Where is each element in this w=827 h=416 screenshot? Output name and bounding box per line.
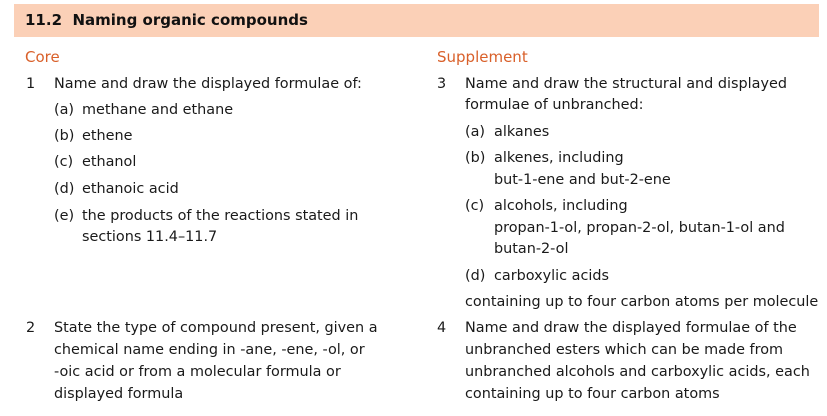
item-3-footer: containing up to four carbon atoms per molecule [465,294,819,310]
item-3b-line-2: but-1-ene and but-2-ene [494,172,671,188]
item-3b-line-1: alkenes, including [494,150,624,166]
item-1c-label: (c) [54,154,74,170]
item-1d-text: ethanoic acid [82,181,179,197]
item-2-line-1: State the type of compound present, given a [54,320,378,336]
item-4-line-4: containing up to four carbon atoms [465,386,720,402]
section-title: Naming organic compounds [72,11,308,29]
item-3-line-1: Name and draw the structural and displayed [465,76,787,92]
item-3d-text: carboxylic acids [494,268,610,284]
item-3-line-2: formulae of unbranched: [465,97,644,113]
item-1d-label: (d) [54,181,75,197]
item-1-text: Name and draw the displayed formulae of: [54,76,362,92]
item-4-line-1: Name and draw the displayed formulae of the [465,320,797,336]
item-3d-label: (d) [465,268,486,284]
item-4-line-3: unbranched alcohols and carboxylic acids, each [465,364,810,380]
item-3-number: 3 [437,76,447,92]
item-2-number: 2 [26,320,36,336]
item-3c-line-2: propan-1-ol, propan-2-ol, butan-1-ol and [494,220,785,236]
item-3c-line-1: alcohols, including [494,198,628,214]
item-2-line-3: -oic acid or from a molecular formula or [54,364,341,380]
item-4-line-2: unbranched esters which can be made from [465,342,784,358]
section-number: 11.2 [25,11,63,29]
item-3a-label: (a) [465,124,486,140]
item-1-number: 1 [26,76,36,92]
supplement-heading: Supplement [437,48,528,66]
item-3c-label: (c) [465,198,485,214]
item-2-line-4: displayed formula [54,386,184,402]
core-heading: Core [25,48,60,66]
item-1e-line-1: the products of the reactions stated in [82,208,359,224]
item-1a-text: methane and ethane [82,102,234,118]
item-1b-label: (b) [54,128,75,144]
item-4-number: 4 [437,320,447,336]
item-3b-label: (b) [465,150,486,166]
section-header [14,4,819,37]
item-3c-line-3: butan-2-ol [494,241,569,257]
item-1e-label: (e) [54,208,75,224]
item-1c-text: ethanol [82,154,137,170]
item-1b-text: ethene [82,128,133,144]
item-3a-text: alkanes [494,124,550,140]
item-2-line-2: chemical name ending in -ane, -ene, -ol, or [54,342,365,358]
item-1a-label: (a) [54,102,75,118]
item-1e-line-2: sections 11.4–11.7 [82,229,218,245]
